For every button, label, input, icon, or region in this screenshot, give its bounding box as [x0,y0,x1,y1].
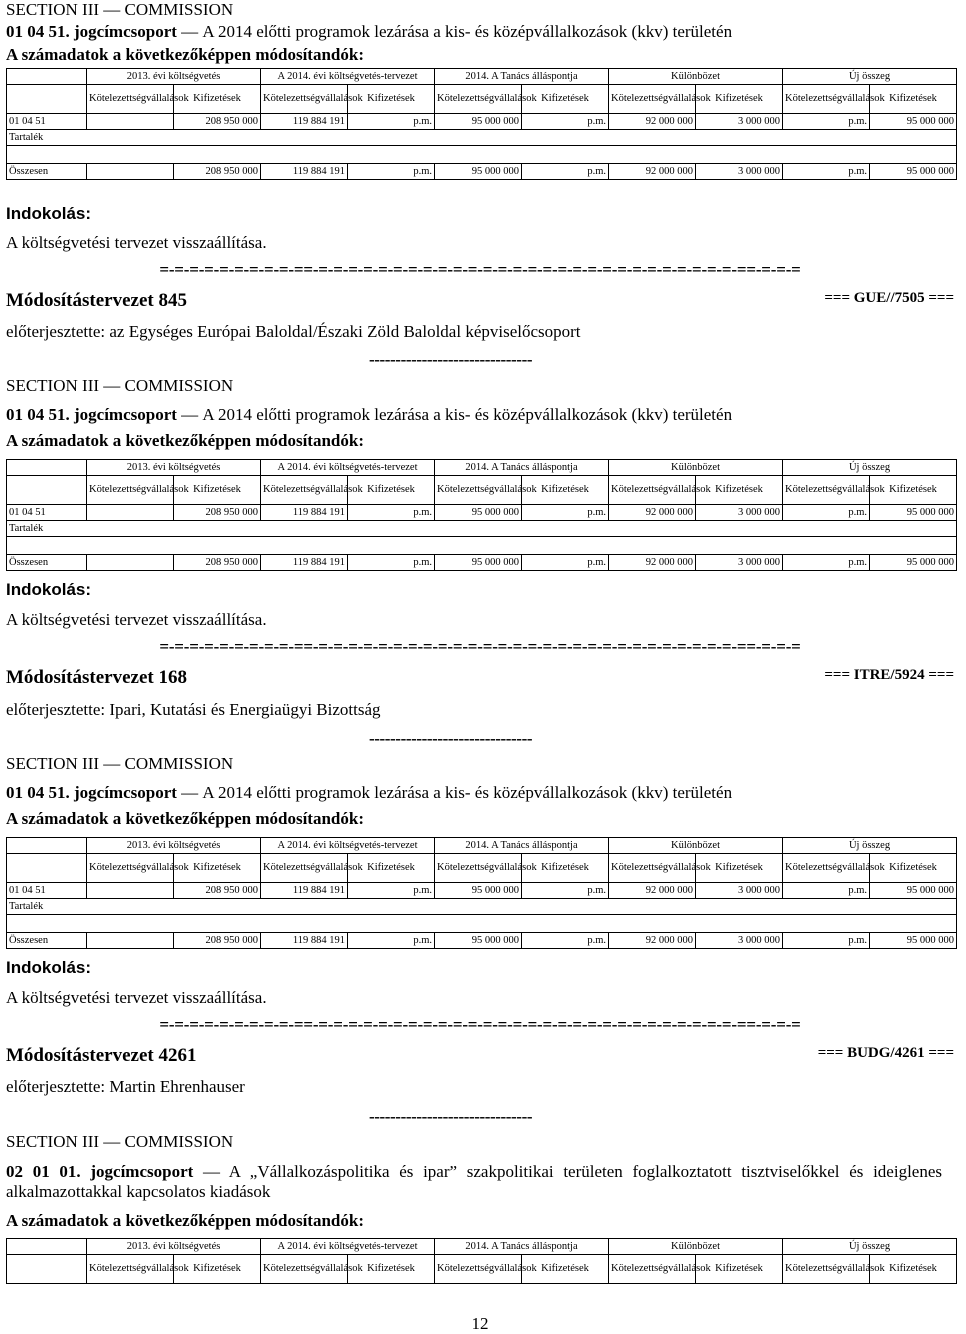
table-row [7,521,957,537]
budget-line-code: 01 04 51. [6,783,70,802]
budget-line-name: A 2014 előtti programok lezárása a kis- és középvállalkozások (kkv) területén [202,783,733,802]
amendment-title: Módosítástervezet 168 [6,667,187,688]
table-cell: 01 04 51 [7,505,87,521]
table-cell: 95 000 000 [870,555,957,571]
table-cell: 119 884 191 [261,114,348,130]
separator: =-=-=-=-=-=-=-=-=-==-=-=-=-=-=-=-=-=-=-=-=-=-=-=-=-=-=-=-=-=-=-=-=-=-=-=-=-=-==-=-=-= [159,260,801,279]
table-cell: 3 000 000 [696,933,783,949]
amendment-submitter: előterjesztette: az Egységes Európai Baloldal/Északi Zöld Baloldal képviselőcsoport [6,322,581,341]
table-cell: Tartalék [7,521,957,537]
table-cell: Összesen [7,164,87,180]
table-cell: 119 884 191 [261,555,348,571]
table-cell: p.m. [348,933,435,949]
table-cell: 92 000 000 [609,555,696,571]
table-header-row [7,838,957,854]
table-cell: 119 884 191 [261,933,348,949]
table-cell: 3 000 000 [696,555,783,571]
column-header: 2013. évi költségvetés [87,1239,261,1255]
justification-text: A költségvetési tervezet visszaállítása. [6,988,267,1007]
justification-label: Indokolás: [6,204,92,223]
payments-header: Kifizetések [174,854,261,883]
budget-table [6,1238,957,1284]
payments-header: Kifizetések [870,1255,957,1284]
payments-header: Kifizetések [522,476,609,505]
commitments-header: Kötelezettségvállalások [783,1255,870,1284]
commitments-header: Kötelezettségvállalások [261,854,348,883]
budget-line-name: A 2014 előtti programok lezárása a kis- és középvállalkozások (kkv) területén [202,22,733,41]
payments-header: Kifizetések [174,1255,261,1284]
table-cell: 3 000 000 [696,114,783,130]
dash-separator: ------------------------------- [369,350,533,369]
payments-header: Kifizetések [522,854,609,883]
column-header: Új összeg [783,460,957,476]
payments-header: Kifizetések [522,1255,609,1284]
budget-line-title [0,1162,966,1202]
table-cell: p.m. [522,505,609,521]
table-cell: Összesen [7,555,87,571]
table-cell: 01 04 51 [7,114,87,130]
commitments-header: Kötelezettségvállalások [435,85,522,114]
table-cell [87,114,174,130]
budget-line-name: A „Vállalkozáspolitika és ipar” szakpolitikai területen foglalkoztatott tisztviselőkkel és ideiglenes alkalmazottakkal kapcsolatos kiadások [6,1162,943,1201]
modify-heading: A számadatok a következőképpen módosítandók: [6,431,364,450]
table-cell: 95 000 000 [435,555,522,571]
table-cell: 92 000 000 [609,164,696,180]
payments-header: Kifizetések [174,85,261,114]
table-cell: 208 950 000 [174,883,261,899]
table-cell: 92 000 000 [609,505,696,521]
budget-line-title [0,783,966,803]
payments-header: Kifizetések [348,85,435,114]
table-cell: 92 000 000 [609,883,696,899]
table-total-row [7,555,957,571]
budget-line-jogcim: jogcímcsoport [74,405,177,424]
column-header: Különbözet [609,1239,783,1255]
table-subheader-row [7,854,957,883]
separator: =-=-=-=-=-=-=-=-=-==-=-=-=-=-=-=-=-=-=-=-=-=-=-=-=-=-=-=-=-=-=-=-=-=-=-=-=-=-==-=-=-= [159,637,801,656]
commitments-header: Kötelezettségvállalások [609,85,696,114]
table-cell: 95 000 000 [435,114,522,130]
table-cell: 95 000 000 [870,505,957,521]
table-cell: 3 000 000 [696,883,783,899]
column-header: 2014. A Tanács álláspontja [435,69,609,85]
table-row [7,899,957,915]
table-cell [7,537,957,555]
table-corner-cell [7,476,87,505]
budget-line-jogcim: jogcímcsoport [74,783,177,802]
table-cell: 95 000 000 [870,883,957,899]
payments-header: Kifizetések [174,476,261,505]
table-cell: 95 000 000 [870,114,957,130]
table-cell: 208 950 000 [174,555,261,571]
payments-header: Kifizetések [870,854,957,883]
payments-header: Kifizetések [696,1255,783,1284]
budget-line-title [0,405,966,425]
amendment-reference: === ITRE/5924 === [824,667,954,683]
page-number: 12 [471,1314,489,1333]
budget-line-code: 02 01 01. [6,1162,81,1181]
commitments-header: Kötelezettségvállalások [609,476,696,505]
table-cell: p.m. [783,164,870,180]
payments-header: Kifizetések [348,854,435,883]
table-row [7,537,957,555]
payments-header: Kifizetések [870,85,957,114]
payments-header: Kifizetések [522,85,609,114]
table-cell [7,915,957,933]
table-corner-cell [7,69,87,85]
section-heading: SECTION III — COMMISSION [6,754,234,773]
table-corner-cell [7,85,87,114]
budget-line-code: 01 04 51. [6,405,70,424]
budget-line-dash: — [181,22,199,41]
column-header: 2014. A Tanács álláspontja [435,1239,609,1255]
commitments-header: Kötelezettségvállalások [261,85,348,114]
justification-text: A költségvetési tervezet visszaállítása. [6,233,267,252]
column-header: Különbözet [609,838,783,854]
table-cell: p.m. [348,883,435,899]
table-cell: p.m. [783,555,870,571]
commitments-header: Kötelezettségvállalások [87,476,174,505]
table-row [7,915,957,933]
payments-header: Kifizetések [696,854,783,883]
commitments-header: Kötelezettségvállalások [609,854,696,883]
budget-table [6,68,957,180]
payments-header: Kifizetések [348,476,435,505]
budget-line-jogcim: jogcímcsoport [90,1162,194,1181]
table-cell [87,164,174,180]
table-corner-cell [7,1255,87,1284]
table-header-row [7,69,957,85]
table-cell: 208 950 000 [174,164,261,180]
table-cell: 01 04 51 [7,883,87,899]
table-cell: 208 950 000 [174,505,261,521]
budget-table [6,837,957,949]
modify-heading: A számadatok a következőképpen módosítandók: [6,1211,364,1230]
table-cell: p.m. [522,883,609,899]
commitments-header: Kötelezettségvállalások [87,1255,174,1284]
table-cell: 119 884 191 [261,883,348,899]
table-cell [87,933,174,949]
table-cell: Tartalék [7,899,957,915]
table-cell: p.m. [783,114,870,130]
column-header: 2013. évi költségvetés [87,69,261,85]
column-header: A 2014. évi költségvetés-tervezet [261,1239,435,1255]
table-total-row [7,933,957,949]
budget-line-code: 01 04 51. [6,22,70,41]
column-header: A 2014. évi költségvetés-tervezet [261,460,435,476]
payments-header: Kifizetések [696,476,783,505]
column-header: Különbözet [609,460,783,476]
commitments-header: Kötelezettségvállalások [783,854,870,883]
payments-header: Kifizetések [870,476,957,505]
table-cell: 95 000 000 [870,933,957,949]
commitments-header: Kötelezettségvállalások [261,1255,348,1284]
table-cell: p.m. [522,164,609,180]
table-cell: 3 000 000 [696,505,783,521]
table-cell: 119 884 191 [261,505,348,521]
table-corner-cell [7,854,87,883]
table-row [7,505,957,521]
table-row [7,146,957,164]
table-cell: 208 950 000 [174,933,261,949]
budget-table [6,459,957,571]
commitments-header: Kötelezettségvállalások [435,854,522,883]
amendment-submitter: előterjesztette: Martin Ehrenhauser [6,1077,245,1096]
table-row [7,130,957,146]
table-cell: p.m. [522,555,609,571]
table-subheader-row [7,1255,957,1284]
amendment-submitter: előterjesztette: Ipari, Kutatási és Energiaügyi Bizottság [6,700,381,719]
amendment-reference: === GUE//7505 === [824,290,954,306]
column-header: 2014. A Tanács álláspontja [435,838,609,854]
table-cell: 95 000 000 [435,505,522,521]
amendment-reference: === BUDG/4261 === [817,1045,954,1061]
column-header: Új összeg [783,69,957,85]
modify-heading: A számadatok a következőképpen módosítandók: [6,809,364,828]
table-cell: p.m. [348,555,435,571]
table-cell: Tartalék [7,130,957,146]
budget-line-jogcim: jogcímcsoport [74,22,177,41]
payments-header: Kifizetések [696,85,783,114]
table-subheader-row [7,476,957,505]
separator: =-=-=-=-=-=-=-=-=-==-=-=-=-=-=-=-=-=-=-=-=-=-=-=-=-=-=-=-=-=-=-=-=-=-=-=-=-=-==-=-=-= [159,1015,801,1034]
table-cell: Összesen [7,933,87,949]
modify-heading: A számadatok a következőképpen módosítandók: [6,45,364,64]
table-cell: p.m. [522,933,609,949]
justification-label: Indokolás: [6,580,92,599]
column-header: 2014. A Tanács álláspontja [435,460,609,476]
commitments-header: Kötelezettségvállalások [435,1255,522,1284]
table-cell: 208 950 000 [174,114,261,130]
table-cell: 95 000 000 [870,164,957,180]
commitments-header: Kötelezettségvállalások [435,476,522,505]
table-total-row [7,164,957,180]
table-cell: p.m. [783,883,870,899]
budget-line-dash: — [181,783,199,802]
column-header: Új összeg [783,838,957,854]
payments-header: Kifizetések [348,1255,435,1284]
table-cell: p.m. [522,114,609,130]
commitments-header: Kötelezettségvállalások [87,854,174,883]
table-cell: p.m. [348,164,435,180]
table-header-row [7,1239,957,1255]
amendment-title: Módosítástervezet 4261 [6,1045,197,1066]
justification-label: Indokolás: [6,958,92,977]
table-cell [87,505,174,521]
column-header: A 2014. évi költségvetés-tervezet [261,838,435,854]
commitments-header: Kötelezettségvállalások [261,476,348,505]
table-row [7,114,957,130]
section-heading: SECTION III — COMMISSION [6,1132,234,1151]
commitments-header: Kötelezettségvállalások [783,476,870,505]
amendment-title: Módosítástervezet 845 [6,290,187,311]
table-cell: 119 884 191 [261,164,348,180]
dash-separator: ------------------------------- [369,1107,533,1126]
column-header: 2013. évi költségvetés [87,460,261,476]
table-cell: 95 000 000 [435,883,522,899]
budget-line-dash: — [202,1162,220,1181]
commitments-header: Kötelezettségvállalások [783,85,870,114]
table-cell: p.m. [783,505,870,521]
table-cell: 95 000 000 [435,164,522,180]
table-cell [87,883,174,899]
budget-line-name: A 2014 előtti programok lezárása a kis- és középvállalkozások (kkv) területén [202,405,733,424]
budget-line-title [0,22,966,42]
column-header: 2013. évi költségvetés [87,838,261,854]
table-subheader-row [7,85,957,114]
budget-line-dash: — [181,405,199,424]
table-cell: 92 000 000 [609,114,696,130]
table-row [7,883,957,899]
commitments-header: Kötelezettségvállalások [87,85,174,114]
column-header: A 2014. évi költségvetés-tervezet [261,69,435,85]
column-header: Különbözet [609,69,783,85]
section-heading: SECTION III — COMMISSION [6,376,234,395]
table-cell: p.m. [783,933,870,949]
table-cell [87,555,174,571]
table-cell: 95 000 000 [435,933,522,949]
section-heading: SECTION III — COMMISSION [6,0,234,19]
table-cell: p.m. [348,505,435,521]
commitments-header: Kötelezettségvállalások [609,1255,696,1284]
table-corner-cell [7,1239,87,1255]
table-cell [7,146,957,164]
table-cell: 92 000 000 [609,933,696,949]
table-corner-cell [7,460,87,476]
table-cell: 3 000 000 [696,164,783,180]
justification-text: A költségvetési tervezet visszaállítása. [6,610,267,629]
table-cell: p.m. [348,114,435,130]
dash-separator: ------------------------------- [369,729,533,748]
table-corner-cell [7,838,87,854]
column-header: Új összeg [783,1239,957,1255]
table-header-row [7,460,957,476]
